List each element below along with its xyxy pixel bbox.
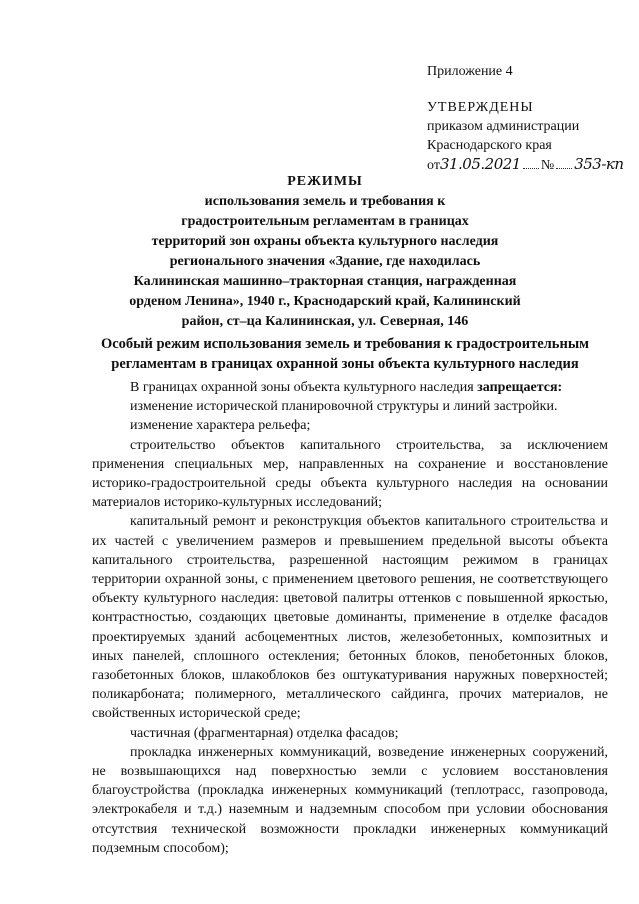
approval-stamp bbox=[427, 98, 624, 175]
title-line: район, ст–ца Калининская, ул. Северная, 146 bbox=[181, 314, 469, 329]
title-line: использования земель и требования к bbox=[204, 194, 446, 209]
intro-text: В границах охранной зоны объекта культурного наследия bbox=[130, 380, 478, 395]
handwritten-date: 31.05.2021 bbox=[439, 155, 521, 173]
intro-bold: запрещается: bbox=[477, 380, 563, 395]
handwritten-number: 353-кп bbox=[574, 155, 624, 173]
title-main: РЕЖИМЫ bbox=[287, 174, 363, 189]
from-prefix: от bbox=[427, 158, 440, 173]
number-sign: № bbox=[540, 158, 555, 173]
annex-label: Приложение 4 bbox=[427, 64, 513, 79]
body-paragraph: прокладка инженерных коммуникаций, возведение инженерных сооружений, не возвышающихся над поверхностью земли с условием восстановления благоустройства (прокладка инженерных коммуникаций (теплотрасс, газопровода, электрокабеля и т.д.) наземным и надземным способом при условии обоснования отсутствия технической возможности прокладки инженерных коммуникаций подземным способом); bbox=[92, 744, 608, 856]
body-paragraph: изменение исторической планировочной структуры и линий застройки. bbox=[130, 399, 558, 415]
approved-word: УТВЕРЖДЕНЫ bbox=[427, 100, 534, 115]
approval-line-1: приказом администрации bbox=[427, 119, 580, 134]
title-line: Калининская машинно–тракторная станция, награжденная bbox=[133, 274, 517, 289]
approval-line-2: Краснодарского края bbox=[427, 138, 552, 153]
document-title bbox=[90, 172, 560, 332]
body-paragraph: капитальный ремонт и реконструкция объектов капитального строительства и их частей с увеличением размеров и превышением предельной высоты объекта капитального строительства, разрешенной настоящим режимом в границах территории охранной зоны, с применением цветового решения, не соответствующего объекту культурного наследия: цветовой палитры оттенков с повышенной яркостью, контрастностью, создающих цветовые доминанты, применение в отделке фасадов проектируемых зданий асбоцементных листов, железобетонных, композитных и иных панелей, сплошного остекления; бетонных блоков, пенобетонных блоков, газобетонных блоков, шлакоблоков без оштукатуривания наружных поверхностей; поликарбоната; полимерного, металлического сайдинга, прочих материалов, не свойственных исторической среде; bbox=[92, 514, 608, 722]
title-line: регионального значения «Здание, где находилась bbox=[169, 254, 481, 269]
body-paragraph: изменение характера рельефа; bbox=[130, 418, 311, 434]
section-heading: Особый режим использования земель и требования к градостроительным регламентам в границах охранной зоны объекта культурного наследия bbox=[100, 336, 590, 372]
title-line: орденом Ленина», 1940 г., Краснодарский край, Калининский bbox=[129, 294, 521, 309]
title-line: территорий зон охраны объекта культурного наследия bbox=[151, 234, 499, 249]
body-paragraph: частичная (фрагментарная) отделка фасадов; bbox=[130, 725, 399, 741]
intro-paragraph bbox=[92, 378, 608, 397]
dotted-separator-2 bbox=[556, 168, 572, 169]
body-paragraph: строительство объектов капитального строительства, за исключением применения специальных мер, направленных на сохранение и восстановление историко-градостроительной среды объекта культурного наследия на основании материалов историко-культурных исследований; bbox=[92, 437, 608, 511]
dotted-separator bbox=[523, 168, 539, 169]
body-text bbox=[92, 378, 608, 858]
title-line: градостроительным регламентам в границах bbox=[181, 214, 469, 229]
